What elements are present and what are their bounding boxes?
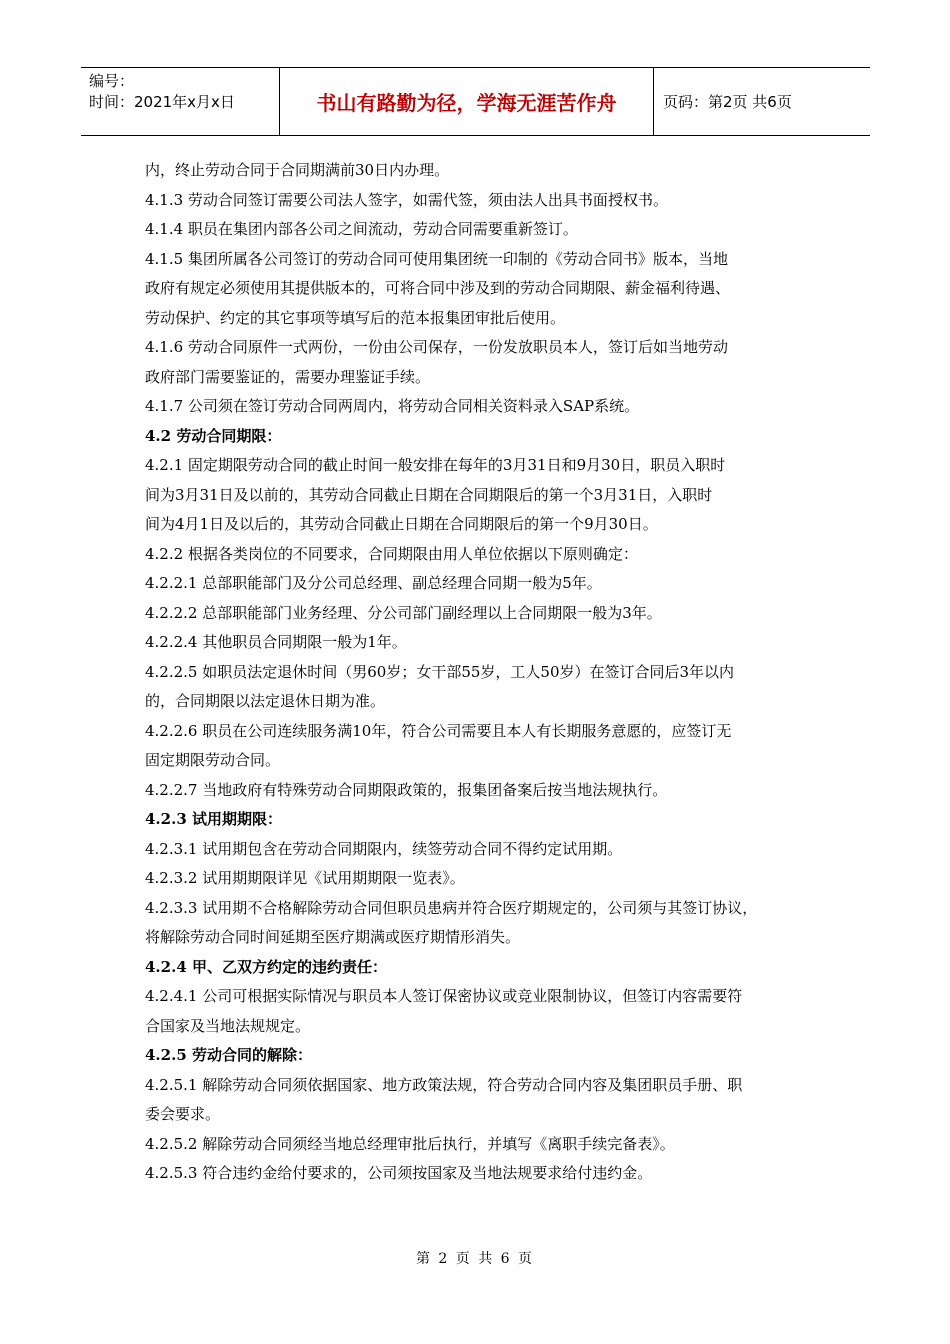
paragraph-line: 4.1.6 劳动合同原件一式两份，一份由公司保存，一份发放职员本人，签订后如当地劳动 [145, 338, 728, 356]
paragraph-line: 4.2.2 根据各类岗位的不同要求，合同期限由用人单位依据以下原则确定： [145, 544, 638, 563]
document-time-label: 时间：2021年x月x日 [89, 93, 235, 111]
header-motto: 书山有路勤为径，学海无涯苦作舟 [280, 68, 654, 135]
paragraph-line: 4.1.7 公司须在签订劳动合同两周内，将劳动合同相关资料录入SAP系统。 [145, 397, 640, 415]
paragraph-line: 4.2.5.2 解除劳动合同须经当地总经理审批后执行，并填写《离职手续完备表》。 [145, 1134, 675, 1153]
section-heading: 4.2.4 甲、乙双方约定的违约责任： [145, 957, 387, 976]
paragraph-line: 4.2.3.2 试用期期限详见《试用期期限一览表》。 [145, 869, 465, 887]
paragraph-line: 4.1.3 劳动合同签订需要公司法人签字，如需代签，须由法人出具书面授权书。 [145, 190, 668, 209]
paragraph-line: 4.2.5.1 解除劳动合同须依据国家、地方政策法规，符合劳动合同内容及集团职员手册、职 [145, 1075, 743, 1094]
paragraph-line: 4.1.4 职员在集团内部各公司之间流动，劳动合同需要重新签订。 [145, 220, 578, 238]
paragraph-line: 间为3月31日及以前的，其劳动合同截止日期在合同期限后的第一个3月31日，入职时 [145, 485, 713, 504]
paragraph-line: 4.2.5.3 符合违约金给付要求的，公司须按国家及当地法规要求给付违约金。 [145, 1164, 653, 1182]
paragraph-line: 劳动保护、约定的其它事项等填写后的范本报集团审批后使用。 [145, 308, 566, 327]
paragraph-line: 的，合同期限以法定退休日期为准。 [145, 692, 386, 710]
paragraph-line: 4.2.2.5 如职员法定退休时间（男60岁；女干部55岁，工人50岁）在签订合同后3年以内 [145, 662, 735, 681]
page-header [81, 67, 870, 136]
paragraph-line: 4.2.4.1 公司可根据实际情况与职员本人签订保密协议或竞业限制协议，但签订内容需要符 [145, 987, 743, 1005]
document-number-label: 编号： [89, 72, 135, 90]
paragraph-line: 合国家及当地法规规定。 [145, 1016, 311, 1035]
section-heading: 4.2.3 试用期期限： [145, 810, 282, 828]
paragraph-line: 4.2.2.7 当地政府有特殊劳动合同期限政策的，报集团备案后按当地法规执行。 [145, 780, 668, 799]
paragraph-line: 4.2.1 固定期限劳动合同的截止时间一般安排在每年的3月31日和9月30日，职员入职时 [145, 456, 726, 474]
header-page-info: 页码：第2页 共6页 [663, 93, 792, 111]
paragraph-line: 固定期限劳动合同。 [145, 751, 281, 769]
section-heading: 4.2 劳动合同期限： [145, 426, 282, 445]
document-body [145, 156, 805, 1189]
paragraph-line: 4.1.5 集团所属各公司签订的劳动合同可使用集团统一印制的《劳动合同书》版本，当地 [145, 249, 728, 268]
paragraph-line: 将解除劳动合同时间延期至医疗期满或医疗期情形消失。 [145, 928, 521, 946]
section-heading: 4.2.5 劳动合同的解除： [145, 1046, 312, 1064]
paragraph-line: 4.2.3.1 试用期包含在劳动合同期限内，续签劳动合同不得约定试用期。 [145, 839, 623, 858]
paragraph-line: 4.2.2.4 其他职员合同期限一般为1年。 [145, 633, 407, 651]
paragraph-line: 内，终止劳动合同于合同期满前30日内办理。 [145, 161, 450, 179]
paragraph-line: 4.2.2.6 职员在公司连续服务满10年，符合公司需要且本人有长期服务意愿的，应签订无 [145, 721, 732, 740]
paragraph-line: 间为4月1日及以后的，其劳动合同截止日期在合同期限后的第一个9月30日。 [145, 515, 658, 533]
page-footer: 第 2 页 共 6 页 [415, 1251, 535, 1267]
paragraph-line: 4.2.2.1 总部职能部门及分公司总经理、副总经理合同期一般为5年。 [145, 574, 602, 592]
paragraph-line: 政府有规定必须使用其提供版本的，可将合同中涉及到的劳动合同期限、薪金福利待遇、 [145, 279, 731, 297]
paragraph-line: 4.2.2.2 总部职能部门业务经理、分公司部门副经理以上合同期限一般为3年。 [145, 603, 662, 622]
paragraph-line: 政府部门需要鉴证的，需要办理鉴证手续。 [145, 367, 431, 386]
header-meta [81, 68, 280, 135]
paragraph-line: 4.2.3.3 试用期不合格解除劳动合同但职员患病并符合医疗期规定的，公司须与其签订协议， [145, 898, 758, 917]
paragraph-line: 委会要求。 [145, 1105, 221, 1123]
